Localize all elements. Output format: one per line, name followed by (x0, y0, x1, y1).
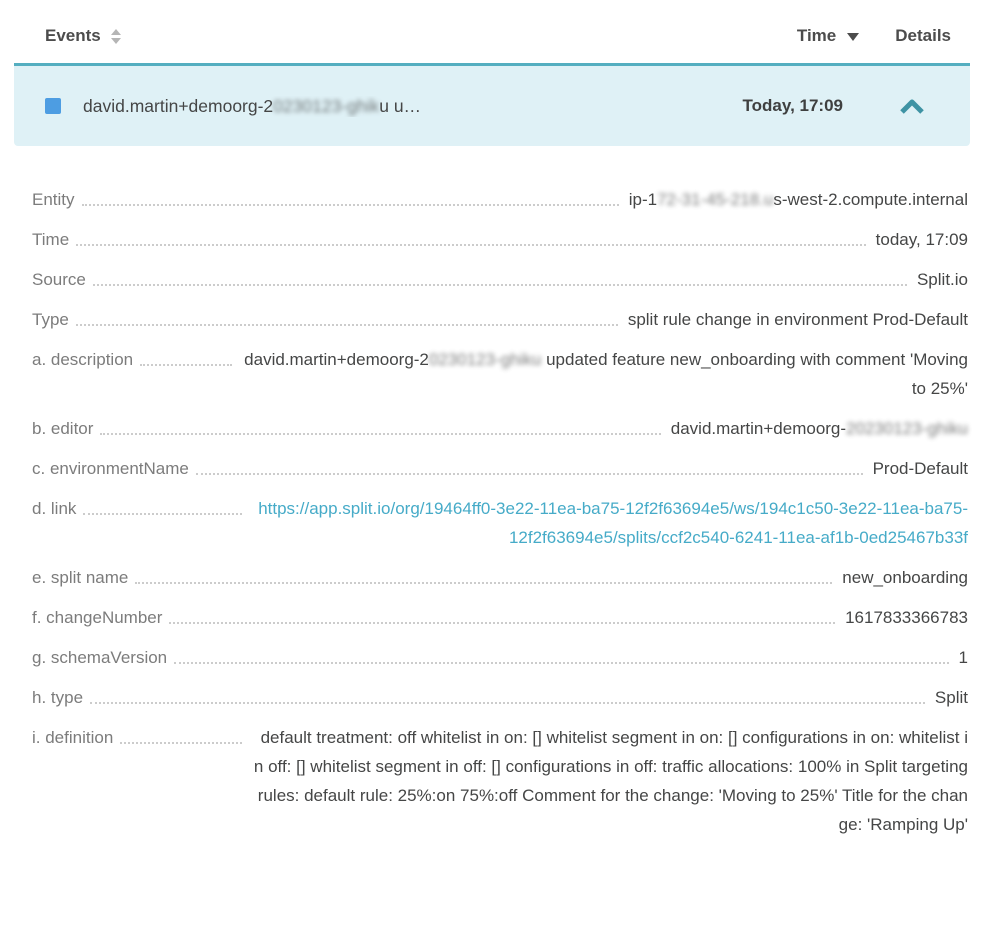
detail-value-text: updated feature new_onboarding with comment 'Moving to 25%' (541, 350, 968, 398)
detail-value-text: new_onboarding (842, 568, 968, 587)
detail-value (671, 414, 968, 443)
detail-row (32, 414, 968, 443)
detail-row (32, 454, 968, 483)
detail-label: f. changeNumber (32, 608, 163, 627)
dotted-leader (90, 683, 925, 704)
collapse-row-button[interactable] (899, 98, 925, 115)
detail-value (628, 305, 968, 334)
detail-value (873, 454, 968, 483)
redacted-text: 0230123-ghiku (428, 350, 542, 369)
dotted-leader (196, 454, 863, 475)
detail-value-text: david.martin+demoorg- (670, 419, 847, 438)
detail-value-text: 1 (958, 648, 968, 667)
detail-value (629, 185, 968, 214)
event-row-expanded[interactable] (14, 63, 970, 146)
detail-row (32, 305, 968, 334)
detail-label: Source (32, 270, 86, 289)
chevron-up-icon (899, 98, 925, 115)
detail-row (32, 603, 968, 632)
event-title-prefix: david.martin+demoorg-2 (83, 95, 274, 116)
detail-row (32, 494, 968, 552)
detail-label: c. environmentName (32, 459, 189, 478)
detail-value-text: s-west-2.compute.internal (773, 190, 968, 209)
detail-value (876, 225, 968, 254)
details-column-label: Details (895, 26, 951, 45)
event-title (83, 96, 743, 117)
redacted-text: 72-31-45-218.u (657, 190, 774, 209)
detail-row (32, 185, 968, 214)
detail-value-text: Split.io (916, 270, 968, 289)
events-table-header (0, 0, 984, 63)
detail-value (935, 683, 968, 712)
dotted-leader (82, 185, 619, 206)
detail-value-text: today, 17:09 (875, 230, 968, 249)
dotted-leader (169, 603, 835, 624)
detail-value (845, 603, 968, 632)
detail-label: Entity (32, 190, 75, 209)
event-title-suffix: u u… (379, 95, 422, 116)
detail-row (32, 265, 968, 294)
sort-down-arrow-icon (111, 38, 121, 44)
detail-label: d. link (32, 499, 77, 518)
events-column-label: Events (45, 26, 101, 45)
dotted-leader (140, 345, 232, 366)
detail-label: Time (32, 230, 70, 249)
dotted-leader (76, 225, 866, 246)
detail-value (242, 345, 968, 403)
detail-label: h. type (32, 688, 84, 707)
dotted-leader (120, 723, 242, 744)
dotted-leader (93, 265, 907, 286)
detail-label: b. editor (32, 419, 94, 438)
detail-value (917, 265, 968, 294)
dotted-leader (100, 414, 660, 435)
event-detail-list (0, 185, 984, 839)
detail-value-text: 1617833366783 (845, 608, 968, 627)
detail-label: a. description (32, 350, 134, 369)
detail-value-text: Split (934, 688, 968, 707)
detail-label: Type (32, 310, 69, 329)
detail-value-text: default treatment: off whitelist in on: [] whitelist segment in on: [] configurations in on: whitelist in off: [] whitelist segment in off: [] configurations in off: traffic allocations: 100% in Split targeting rules: default rule: 25%:on 75%:off Comment for the change: 'Moving to 25%' Title for the change: 'Ramping Up' (253, 728, 968, 834)
events-column-header[interactable] (45, 26, 121, 46)
detail-row (32, 563, 968, 592)
detail-value-text: https://app.split.io/org/19464ff0-3e22-11ea-ba75-12f2f63694e5/ws/194c1c50-3e22-11ea-ba75-12f2f63694e5/splits/ccf2c540-6241-11ea-af1b-0ed25467b33f (258, 499, 968, 547)
detail-value (842, 563, 968, 592)
detail-label: g. schemaVersion (32, 648, 168, 667)
dotted-leader (76, 305, 618, 326)
detail-row (32, 225, 968, 254)
dotted-leader (135, 563, 832, 584)
detail-value-text: david.martin+demoorg-2 (244, 350, 429, 369)
detail-label: e. split name (32, 568, 129, 587)
redacted-text: 0230123-ghik (273, 95, 380, 116)
detail-link-value[interactable] (252, 494, 968, 552)
redacted-text: 20230123-ghiku (846, 419, 968, 438)
detail-value (252, 723, 968, 839)
event-type-square-icon (45, 98, 61, 114)
sort-up-arrow-icon (111, 29, 121, 35)
detail-row (32, 345, 968, 403)
event-time: Today, 17:09 (742, 96, 843, 115)
dotted-leader (174, 643, 948, 664)
dotted-leader (83, 494, 242, 515)
detail-label: i. definition (32, 728, 114, 747)
time-column-label: Time (796, 26, 837, 45)
detail-value-text: ip-1 (628, 190, 658, 209)
sort-icon[interactable] (111, 29, 121, 44)
detail-value-text: Prod-Default (872, 459, 968, 478)
detail-value (959, 643, 968, 672)
detail-row (32, 723, 968, 839)
detail-row (32, 643, 968, 672)
detail-row (32, 683, 968, 712)
dropdown-arrow-icon (847, 33, 859, 41)
detail-value-text: split rule change in environment Prod-Default (627, 310, 968, 329)
time-column-header[interactable] (797, 26, 859, 46)
